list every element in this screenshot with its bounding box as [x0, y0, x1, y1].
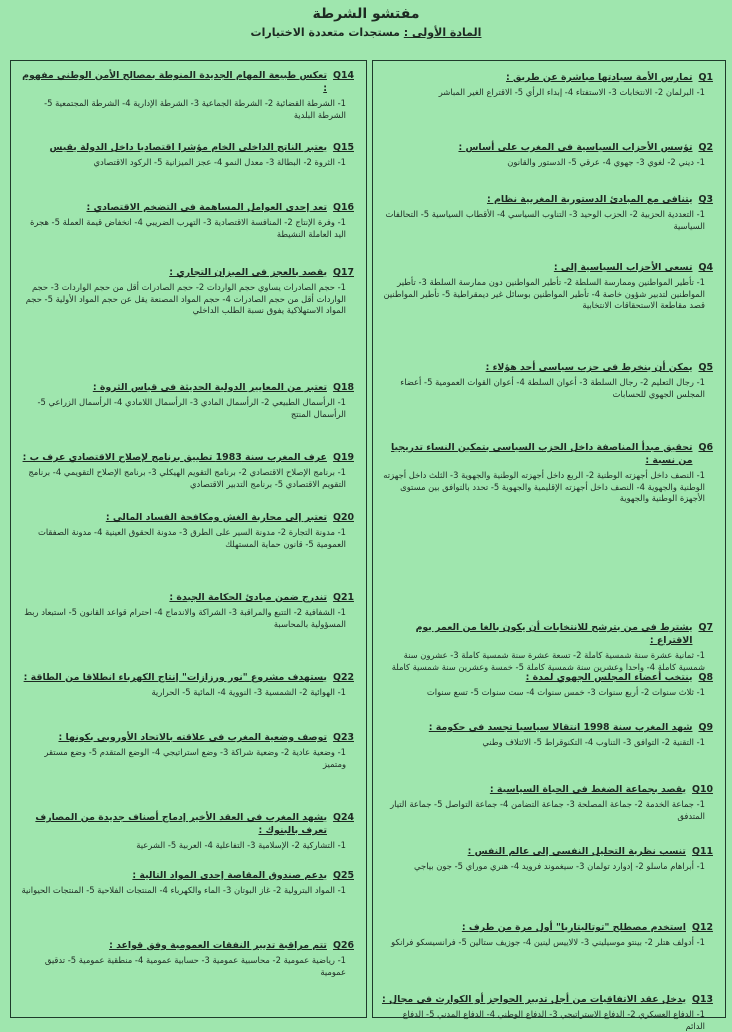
question-number: Q15 — [332, 142, 354, 153]
question-number: Q10 — [691, 784, 713, 795]
exam-header — [0, 0, 732, 52]
question-text: عرف المغرب سنة 1983 تطبيق برنامج لإصلاح الاقتصادي عرف ب : — [22, 452, 327, 463]
question-heading — [19, 266, 354, 279]
question-text: تحقيق مبدأ المناصفة داخل الحزب السياسي بتمكين النساء تدريجيا من نسبة : — [391, 442, 693, 466]
answer-options: 1- جماعة الخدمة 2- جماعة المصلحة 3- جماعة التضامن 4- جماعة التواصل 5- جماعة التيار المتدفق — [390, 799, 705, 821]
answer-options: 1- رياضية عمومية 2- محاسبية عمومية 3- حسابية عمومية 4- منطقية عمومية 5- تدقيق عمومية — [44, 955, 346, 977]
question-heading — [19, 381, 354, 394]
answer-options: 1- الرأسمال الطبيعي 2- الرأسمال المادي 3- الرأسمال اللامادي 4- الرأسمال الزراعي 5- الرأسمال المنتج — [37, 397, 346, 419]
question-heading — [381, 441, 713, 467]
question-text: تنسب نظرية التحليل النفسي إلى عالم النفس : — [467, 846, 686, 857]
question-text: يشترط في من يترشح للانتخابات أن يكون بالغا من العمر يوم الاقتراع : — [415, 622, 693, 646]
question-heading — [19, 869, 354, 882]
question-heading — [19, 511, 354, 524]
question-heading — [381, 671, 713, 684]
question-text: يقصد بالعجز في الميزان التجاري : — [169, 267, 327, 278]
question-text: استخدم مصطلح "توتاليتاريا" أول مرة من طرف : — [461, 922, 686, 933]
question-text: يعتبر الناتج الداخلي الخام مؤشرا اقتصاديا داخل الدولة يقيس — [49, 142, 327, 153]
question-block — [381, 71, 713, 99]
question-number: Q26 — [332, 940, 354, 951]
question-text: يتنافى مع المبادئ الدستورية المغربية نظام : — [486, 194, 693, 205]
question-block — [19, 201, 354, 240]
question-heading — [19, 939, 354, 952]
question-number: Q14 — [332, 70, 354, 81]
question-text: يدخل عقد الاتفاقيات من أجل تدبير الحواجز أو الكوارث في مجال : — [381, 994, 686, 1005]
question-heading — [19, 451, 354, 464]
question-text: يدعم صندوق المقاصة إحدى المواد التالية : — [132, 870, 327, 881]
question-text: يستهدف مشروع "نور ورزازات" إنتاج الكهرباء انطلاقا من الطاقة : — [23, 672, 327, 683]
answer-options: 1- ثلاث سنوات 2- أربع سنوات 3- خمس سنوات 4- ست سنوات 5- تسع سنوات — [426, 687, 705, 697]
questions-column-left — [10, 60, 367, 1018]
question-block — [381, 261, 713, 312]
question-heading — [381, 141, 713, 154]
question-number: Q5 — [698, 362, 713, 373]
question-text: ينتخب أعضاء المجلس الجهوي لمدة : — [525, 672, 693, 683]
question-heading — [381, 783, 713, 796]
answer-options: 1- النصف داخل أجهزته الوطنية 2- الربع داخل أجهزته الوطنية والجهوية 3- الثلث داخل أجهزته الوطنية والجهوية 4- النصف داخل أجهزته الإقليمية والجهوية 5- تحدد بالتوافق بين مستوى الأجهزة الوطنية والجهوية — [383, 470, 705, 503]
questions-column-right — [372, 60, 726, 1031]
subject-title: مستجدات متعددة الاختيارات — [250, 26, 400, 39]
question-block — [19, 869, 354, 897]
question-number: Q16 — [332, 202, 354, 213]
answer-options: 1- أدولف هتلر 2- بينتو موسيليني 3- لالاييس لينين 4- جوزيف ستالين 5- فرانسيسكو فرانكو — [391, 937, 705, 947]
question-block — [381, 671, 713, 699]
question-text: تعتبر إلى محاربة الغش ومكافحة الفساد المالي : — [105, 512, 327, 523]
question-heading — [19, 591, 354, 604]
question-number: Q25 — [332, 870, 354, 881]
question-block — [381, 921, 713, 949]
answer-options: 1- الهوائية 2- الشمسية 3- النووية 4- المائية 5- الحرارية — [151, 687, 346, 697]
question-text: تندرج ضمن مبادئ الحكامة الجيدة : — [169, 592, 327, 603]
question-number: Q6 — [698, 442, 713, 453]
question-heading — [381, 993, 713, 1006]
question-block — [19, 511, 354, 550]
answer-options: 1- الشرطة القضائية 2- الشرطة الجماعية 3- الشرطة الإدارية 4- الشرطة المجتمعية 5- الشرطة البلدية — [44, 98, 346, 120]
question-heading — [381, 361, 713, 374]
question-heading — [19, 811, 354, 837]
question-number: Q4 — [698, 262, 713, 273]
question-text: تؤسس الأحزاب السياسية في المغرب على أساس : — [458, 142, 693, 153]
question-number: Q11 — [691, 846, 713, 857]
question-heading — [381, 921, 713, 934]
answer-options: 1- الدفاع العسكري 2- الدفاع الاستراتيجي 3- الدفاع الوطني 4- الدفاع المدني 5- الدفاع الدائم — [402, 1009, 705, 1031]
question-number: Q8 — [698, 672, 713, 683]
answer-options: 1- أبراهام ماسلو 2- إدوارد تولمان 3- سيغموند فرويد 4- هنري موراي 5- جون بياجي — [414, 861, 705, 871]
question-number: Q17 — [332, 267, 354, 278]
subject-label: المادة الأولى : — [403, 26, 482, 39]
question-block — [19, 811, 354, 852]
question-text: تعد إحدى العوامل المساهمة في التضخم الاقتصادي : — [86, 202, 327, 213]
question-number: Q18 — [332, 382, 354, 393]
question-number: Q3 — [698, 194, 713, 205]
question-number: Q12 — [691, 922, 713, 933]
answer-options: 1- برنامج الإصلاح الاقتصادي 2- برنامج التقويم الهيكلي 3- برنامج الإصلاح التقويمي 4- برنامج التقويم الاقتصادي 5- برنامج التدبير الاقتصادي — [28, 467, 346, 489]
question-text: يمكن أن ينخرط في حزب سياسي أحد هؤلاء : — [485, 362, 693, 373]
question-block — [381, 845, 713, 873]
question-heading — [19, 671, 354, 684]
question-text: تعتبر من المعايير الدولية الحديثة في قياس الثروة : — [92, 382, 327, 393]
question-block — [381, 441, 713, 505]
question-block — [381, 193, 713, 232]
question-block — [19, 69, 354, 121]
question-text: تمارس الأمة سيادتها مباشرة عن طريق : — [506, 72, 693, 83]
question-text: يقصد بجماعة الضغط في الحياة السياسية : — [489, 784, 686, 795]
exam-title: مفتشو الشرطة — [312, 6, 420, 22]
answer-options: 1- التعددية الحزبية 2- الحزب الوحيد 3- التناوب السياسي 4- الأقطاب السياسية 5- التحالفات السياسية — [385, 209, 705, 231]
answer-options: 1- وضعية عادية 2- وضعية شراكة 3- وضع استراتيجي 4- الوضع المتقدم 5- وضع مستقر ومتميز — [44, 747, 346, 769]
question-number: Q13 — [691, 994, 713, 1005]
question-text: يشهد المغرب في العقد الأخير إدماج أصناف جديدة من المصارف تعرف بالبنوك : — [35, 812, 327, 836]
question-heading — [381, 721, 713, 734]
question-number: Q23 — [332, 732, 354, 743]
question-block — [381, 621, 713, 673]
question-block — [19, 731, 354, 770]
question-text: توصف وضعية المغرب في علاقته بالاتحاد الأوروبي بكونها : — [58, 732, 327, 743]
question-block — [19, 451, 354, 490]
question-block — [381, 721, 713, 749]
question-text: تعكس طبيعة المهام الجديدة المنوطة بمصالح الأمن الوطني مفهوم : — [22, 70, 327, 94]
answer-options: 1- حجم الصادرات يساوي حجم الواردات 2- حجم الصادرات أقل من حجم الواردات 3- حجم الواردات أقل من حجم الصادرات 4- حجم المواد المصنعة يقل عن حجم المواد الأولية 5- حجم المواد الاستهلاكية يفوق نسبة الطلب الداخلي — [25, 282, 346, 315]
question-heading — [19, 69, 354, 95]
answer-options: 1- رجال التعليم 2- رجال السلطة 3- أعوان السلطة 4- أعوان القوات العمومية 5- أعضاء المجلس الجهوي للحسابات — [400, 377, 705, 399]
question-block — [381, 141, 713, 169]
answer-options: 1- وفرة الإنتاج 2- المنافسة الاقتصادية 3- التهرب الضريبي 4- انخفاض قيمة العملة 5- هجرة اليد العاملة النشيطة — [30, 217, 346, 239]
answer-options: 1- تأطير المواطنين وممارسة السلطة 2- تأطير المواطنين دون ممارسة السلطة 3- تأطير المواطنين لتدبير شؤون خاصة 4- تأطير المواطنين بوسائل غير ديمقراطية 5- تأطير المواطنين قصد مقاطعة الاستحقاقات الانتخابية — [383, 277, 705, 310]
question-text: تتم مراقبة تدبير النفقات العمومية وفق قواعد : — [109, 940, 327, 951]
question-block — [381, 993, 713, 1032]
question-block — [19, 141, 354, 169]
question-heading — [381, 621, 713, 647]
question-text: شهد المغرب سنة 1998 انتقالا سياسيا تجسد في حكومة : — [428, 722, 693, 733]
answer-options: 1- مدونة التجارة 2- مدونة السير على الطرق 3- مدونة الحقوق العينية 4- مدونة الصفقات العمومية 5- قانون حماية المستهلك — [37, 527, 346, 549]
question-block — [19, 381, 354, 420]
question-number: Q21 — [332, 592, 354, 603]
question-heading — [381, 193, 713, 206]
answer-options: 1- ثمانية عشرة سنة شمسية كاملة 2- تسعة عشرة سنة شمسية كاملة 3- عشرون سنة شمسية كاملة 4- واحدا وعشرين سنة شمسية كاملة 5- خمسة وعشرين سنة شمسية كاملة — [391, 650, 705, 672]
question-block — [19, 266, 354, 317]
exam-subtitle — [0, 26, 732, 39]
question-block — [19, 671, 354, 699]
question-heading — [19, 731, 354, 744]
question-number: Q19 — [332, 452, 354, 463]
question-heading — [19, 201, 354, 214]
question-text: تسعى الأحزاب السياسية إلى : — [553, 262, 693, 273]
question-number: Q2 — [698, 142, 713, 153]
question-heading — [381, 261, 713, 274]
question-block — [19, 939, 354, 978]
answer-options: 1- المواد البترولية 2- غاز البوتان 3- الماء والكهرباء 4- المنتجات الفلاحية 5- المنتجات الحيوانية — [21, 885, 346, 895]
answer-options: 1- الشفافية 2- التتبع والمراقبة 3- الشراكة والاندماج 4- احترام قواعد القانون 5- استبعاد ربط المسؤولية بالمحاسبة — [24, 607, 346, 629]
question-heading — [381, 71, 713, 84]
question-number: Q20 — [332, 512, 354, 523]
question-block — [19, 591, 354, 630]
question-number: Q22 — [332, 672, 354, 683]
answer-options: 1- الثروة 2- البطالة 3- معدل النمو 4- عجز الميزانية 5- الركود الاقتصادي — [93, 157, 346, 167]
question-block — [381, 361, 713, 400]
question-number: Q24 — [332, 812, 354, 823]
question-heading — [19, 141, 354, 154]
answer-options: 1- ديني 2- لغوي 3- جهوي 4- عرقي 5- الدستور والقانون — [507, 157, 705, 167]
answer-options: 1- التشاركية 2- الإسلامية 3- التفاعلية 4- العربية 5- الشرعية — [136, 840, 346, 850]
question-heading — [381, 845, 713, 858]
question-block — [381, 783, 713, 822]
answer-options: 1- البرلمان 2- الانتخابات 3- الاستفتاء 4- إبداء الرأي 5- الاقتراع الغير المباشر — [438, 87, 705, 97]
answer-options: 1- التقنية 2- التوافق 3- التناوب 4- التكنوقراط 5- الائتلاف وطني — [482, 737, 705, 747]
question-number: Q7 — [698, 622, 713, 633]
question-number: Q1 — [698, 72, 713, 83]
question-number: Q9 — [698, 722, 713, 733]
